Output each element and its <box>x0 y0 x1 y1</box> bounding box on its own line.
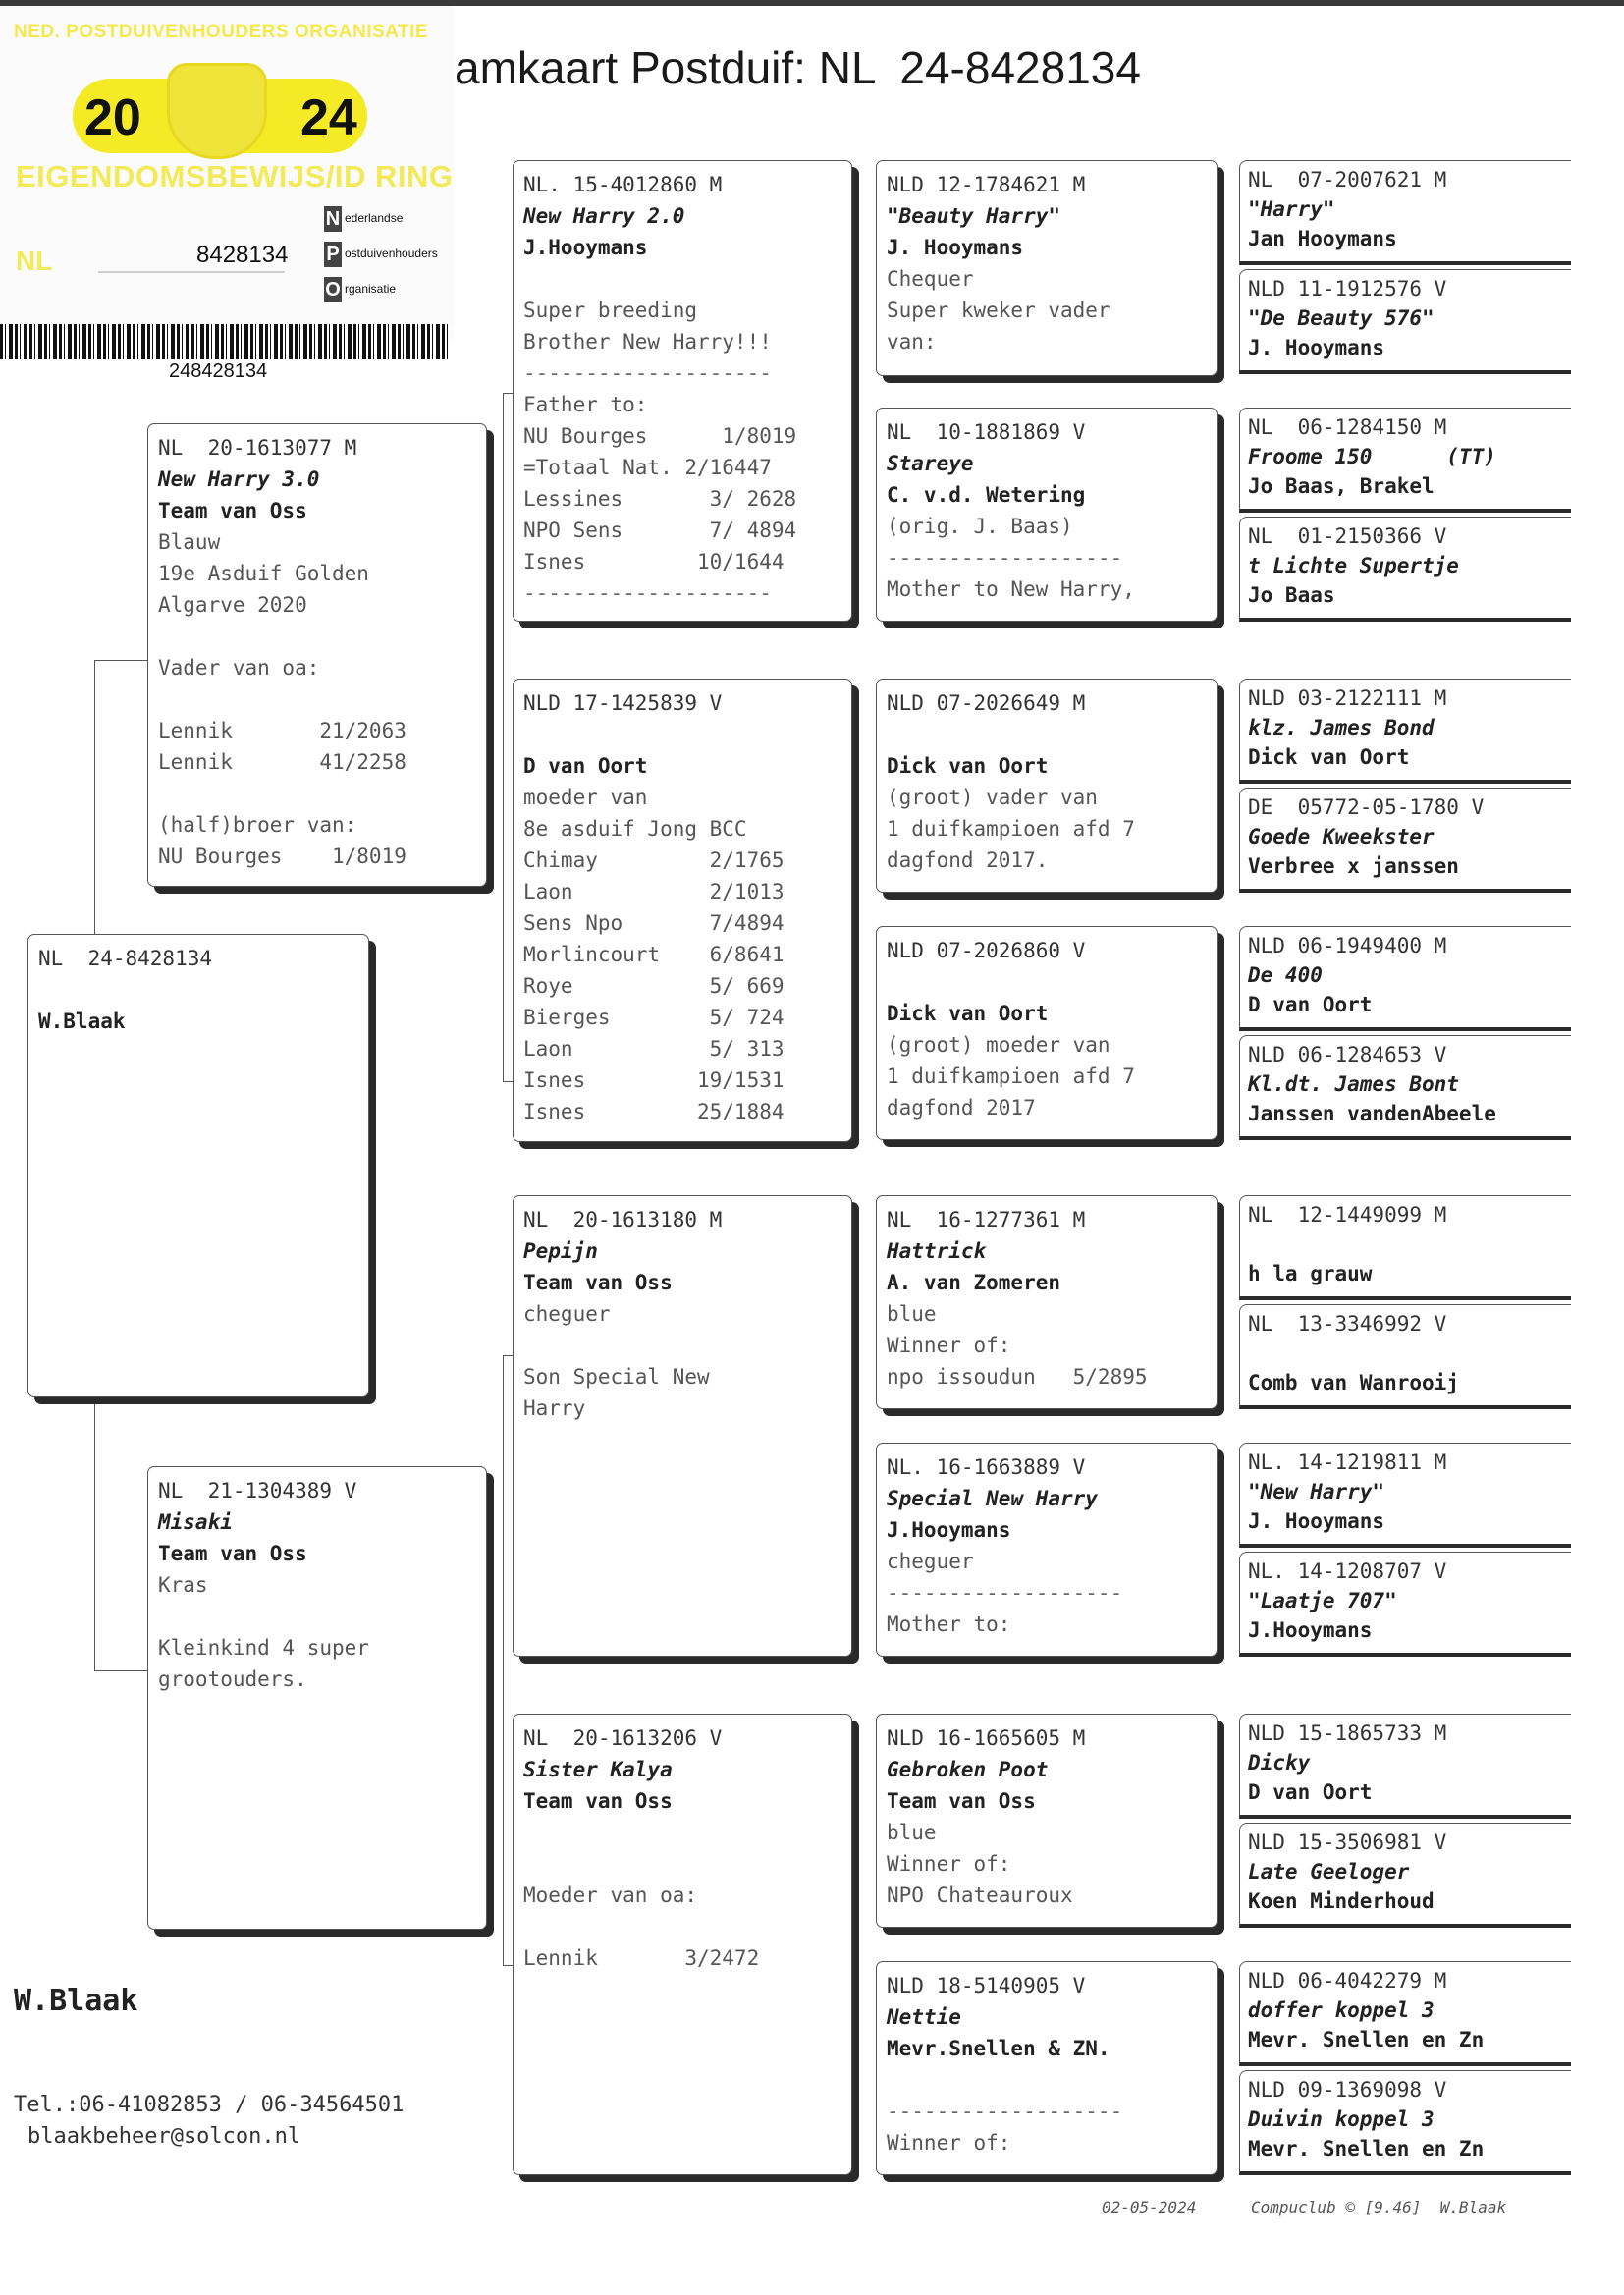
ff-box[interactable]: NL. 15-4012860 M New Harry 2.0 J.Hooymans Super breeding Brother New Harry!!! -------------------- Father to: NU Bourges 1/8019 =Totaal Nat. 2/16447 Lessines 3/ 2628 NPO Sens 7/ 4894 Isnes 10/1644 -------------------- <box>513 160 852 622</box>
gg-6-sire[interactable]: NL. 14-1219811 M "New Harry" J. Hooymans <box>1239 1443 1571 1548</box>
contact-email[interactable]: blaakbeheer@solcon.nl <box>27 2124 301 2149</box>
gg-5-dam[interactable]: NL 13-3346992 V Comb van Wanrooij <box>1239 1304 1571 1409</box>
crest-icon <box>167 63 267 159</box>
gg-6-dam[interactable]: NL. 14-1208707 V "Laatje 707" J.Hooymans <box>1239 1552 1571 1657</box>
mmm-box[interactable]: NLD 18-5140905 V Nettie Mevr.Snellen & ZN. ------------------- Winner of: <box>876 1961 1218 2175</box>
fff-box[interactable]: NLD 12-1784621 M "Beauty Harry" J. Hooymans Chequer Super kweker vader van: <box>876 160 1218 376</box>
gg-3-dam[interactable]: DE 05772-05-1780 V Goede Kweekster Verbree x janssen <box>1239 788 1571 893</box>
mfm-box[interactable]: NL. 16-1663889 V Special New Harry J.Hooymans cheguer ------------------- Mother to: <box>876 1443 1218 1657</box>
gg-8-sire[interactable]: NLD 06-4042279 M doffer koppel 3 Mevr. Snellen en Zn <box>1239 1961 1571 2066</box>
mff-box[interactable]: NL 16-1277361 M Hattrick A. van Zomeren blue Winner of: npo issoudun 5/2895 <box>876 1195 1218 1409</box>
ring-field-line <box>98 271 285 273</box>
footer-date: 02-05-2024 <box>1102 2198 1197 2216</box>
contact-phone: Tel.:06-41082853 / 06-34564501 <box>14 2093 405 2117</box>
page-title: amkaart Postduif: NL 24-8428134 <box>455 42 1141 93</box>
barcode-number: 248428134 <box>169 360 268 382</box>
subject-box[interactable] <box>27 934 369 1397</box>
gg-4-dam[interactable]: NLD 06-1284653 V Kl.dt. James Bont Janssen vandenAbeele <box>1239 1035 1571 1140</box>
gg-1-dam[interactable]: NLD 11-1912576 V "De Beauty 576" J. Hooymans <box>1239 269 1571 374</box>
mf-box[interactable]: NL 20-1613180 M Pepijn Team van Oss cheguer Son Special New Harry <box>513 1195 852 1657</box>
fm-box[interactable]: NLD 17-1425839 V D van Oort moeder van 8e asduif Jong BCC Chimay 2/1765 Laon 2/1013 Sens Npo 7/4894 Morlincourt 6/8641 Roye 5/ 669 Bierges 5/ 724 Laon 5/ 313 Isnes 19/1531 Isnes 25/1884 <box>513 679 852 1142</box>
subject-owner: W.Blaak <box>38 1010 126 1033</box>
ring-year-left: 20 <box>84 89 141 146</box>
ring-country: NL <box>16 246 53 276</box>
gg-3-sire[interactable]: NLD 03-2122111 M klz. James Bond Dick van Oort <box>1239 679 1571 784</box>
breeder-name: W.Blaak <box>14 1984 138 2018</box>
gg-1-sire[interactable]: NL 07-2007621 M "Harry" Jan Hooymans <box>1239 160 1571 265</box>
subject-ring: NL 24-8428134 <box>38 947 213 970</box>
gg-7-dam[interactable]: NLD 15-3506981 V Late Geeloger Koen Minderhoud <box>1239 1823 1571 1928</box>
ring-org-name: NED. POSTDUIVENHOUDERS ORGANISATIE <box>14 22 429 42</box>
gg-8-dam[interactable]: NLD 09-1369098 V Duivin koppel 3 Mevr. Snellen en Zn <box>1239 2070 1571 2175</box>
gg-7-sire[interactable]: NLD 15-1865733 M Dicky D van Oort <box>1239 1714 1571 1819</box>
ring-year-right: 24 <box>300 89 357 146</box>
npo-line-3: O rganisatie <box>325 279 397 301</box>
ffm-box[interactable]: NL 10-1881869 V Stareye C. v.d. Wetering (orig. J. Baas) ------------------- Mother to New Harry, <box>876 408 1218 622</box>
barcode <box>0 324 450 359</box>
gg-2-dam[interactable]: NL 01-2150366 V t Lichte Supertje Jo Baas <box>1239 517 1571 622</box>
gg-5-sire[interactable]: NL 12-1449099 M h la grauw <box>1239 1195 1571 1300</box>
gg-4-sire[interactable]: NLD 06-1949400 M De 400 D van Oort <box>1239 926 1571 1031</box>
mm-box[interactable]: NL 20-1613206 V Sister Kalya Team van Oss Moeder van oa: Lennik 3/2472 <box>513 1714 852 2175</box>
footer-credit: Compuclub © [9.46] W.Blaak <box>1251 2198 1507 2216</box>
npo-line-2: P ostduivenhouders <box>324 242 438 267</box>
father-box[interactable]: NL 20-1613077 M New Harry 3.0 Team van Oss Blauw 19e Asduif Golden Algarve 2020 Vader van oa: Lennik 21/2063 Lennik 41/2258 (half)broer van: NU Bourges 1/8019 <box>147 423 487 887</box>
ring-number: 8428134 <box>196 242 289 268</box>
ring-certificate <box>0 6 454 340</box>
mother-box[interactable]: NL 21-1304389 V Misaki Team van Oss Kras Kleinkind 4 super grootouders. <box>147 1466 487 1930</box>
fmf-box[interactable]: NLD 07-2026649 M Dick van Oort (groot) vader van 1 duifkampioen afd 7 dagfond 2017. <box>876 679 1218 893</box>
mmf-box[interactable]: NLD 16-1665605 M Gebroken Poot Team van Oss blue Winner of: NPO Chateauroux <box>876 1714 1218 1928</box>
ring-subtitle: EIGENDOMSBEWIJS/ID RING <box>16 159 454 193</box>
npo-line-1: N ederlandse <box>325 208 404 230</box>
gg-2-sire[interactable]: NL 06-1284150 M Froome 150 (TT) Jo Baas, Brakel <box>1239 408 1571 513</box>
fmm-box[interactable]: NLD 07-2026860 V Dick van Oort (groot) moeder van 1 duifkampioen afd 7 dagfond 2017 <box>876 926 1218 1140</box>
